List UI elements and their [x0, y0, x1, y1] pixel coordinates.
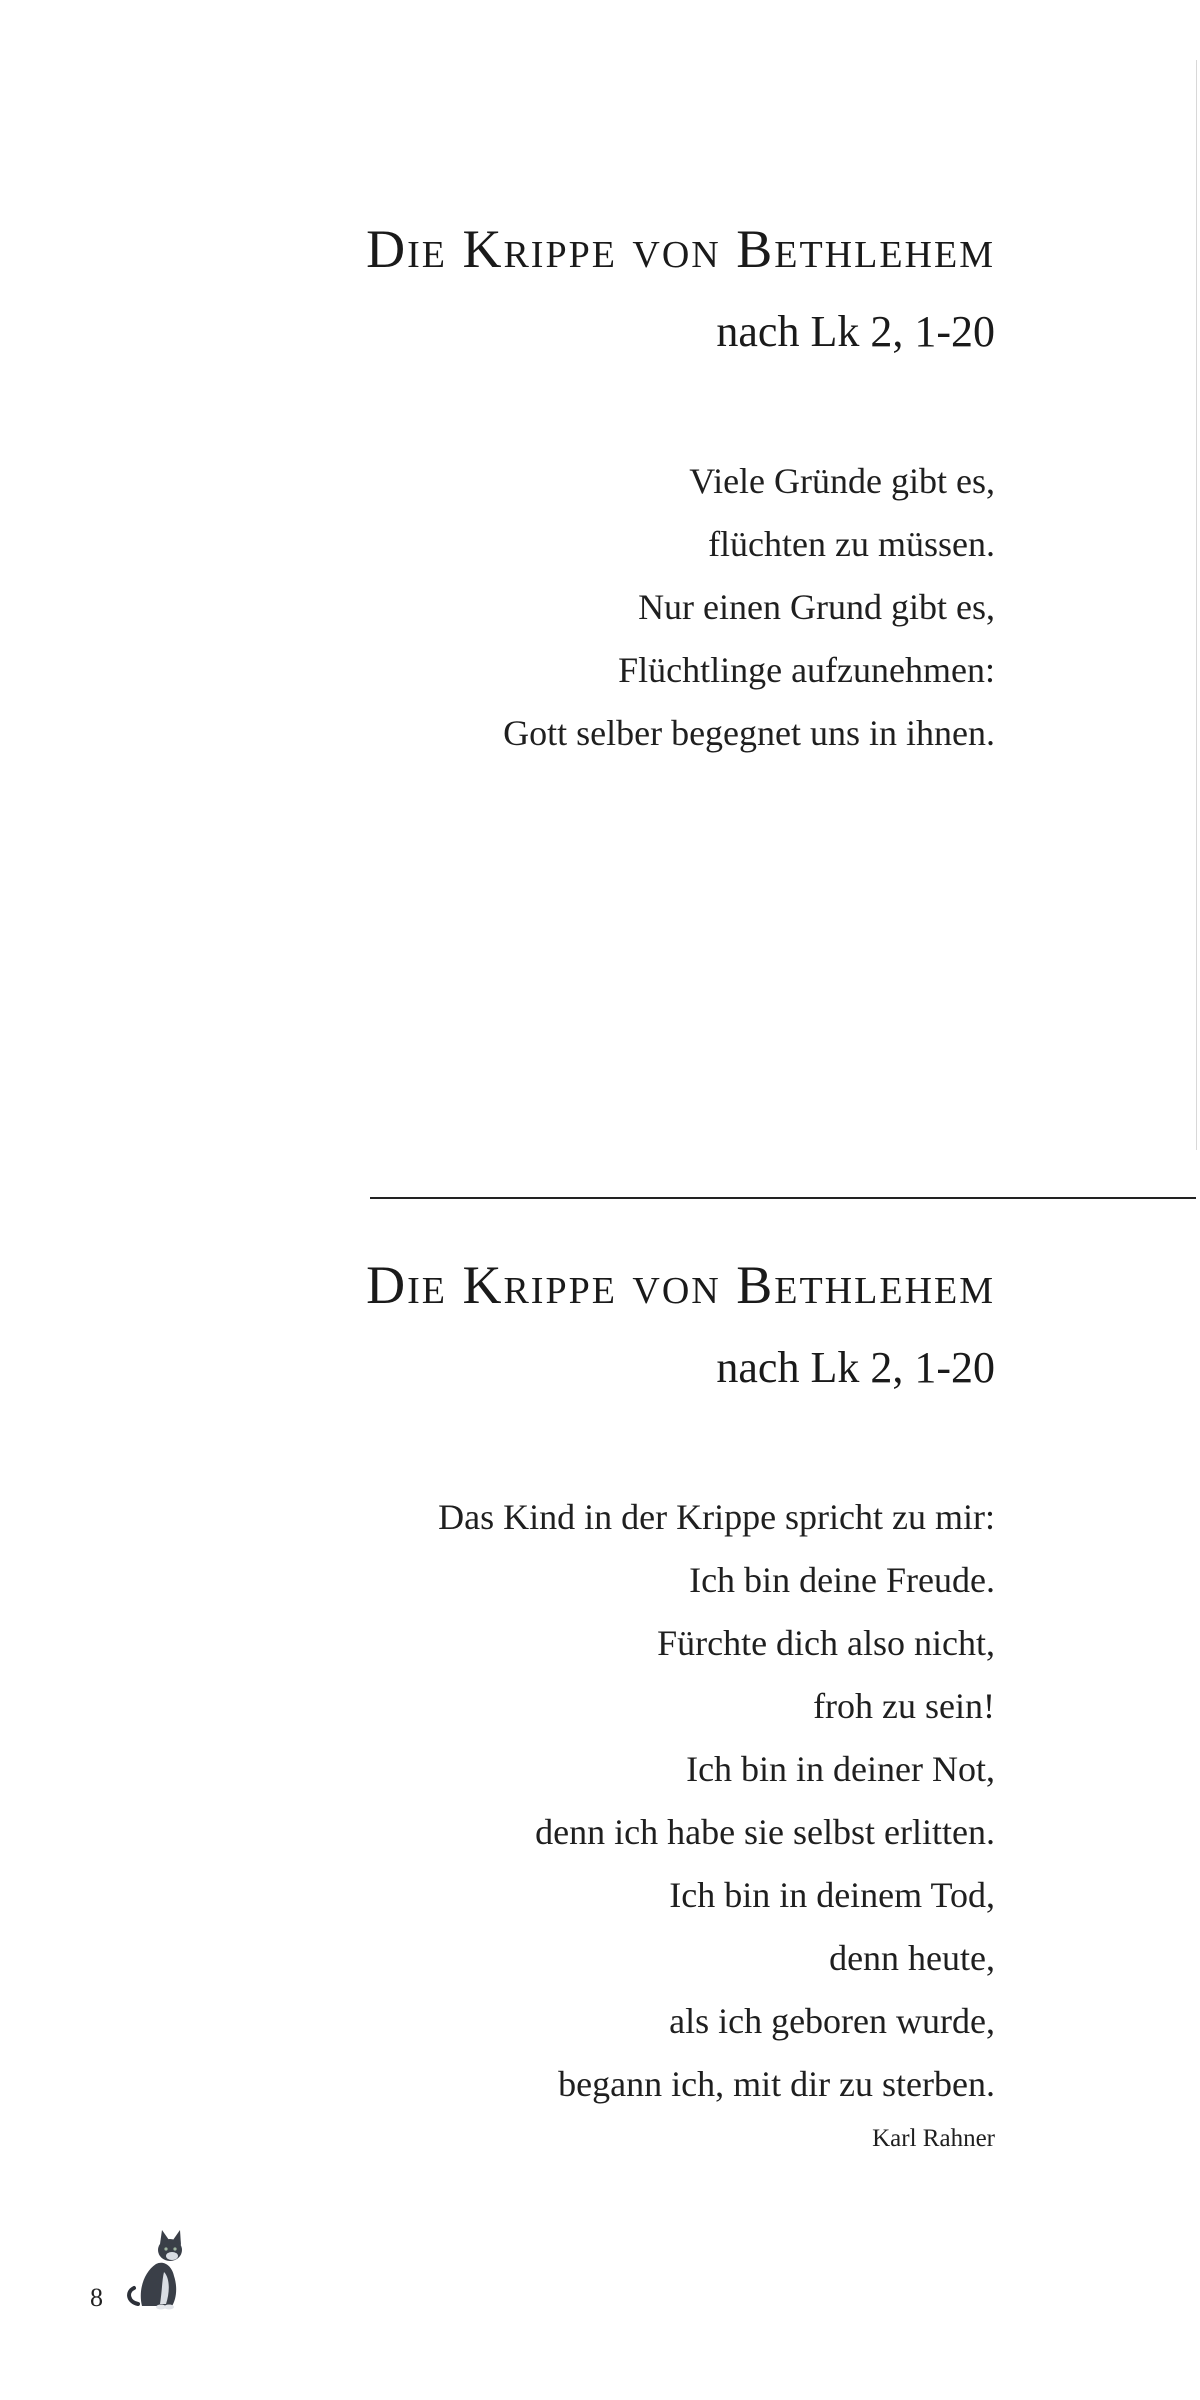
- poem-line: denn ich habe sie selbst erlitten.: [535, 1812, 995, 1852]
- page-edge-line: [1196, 60, 1197, 1150]
- section-2-title: Die Krippe von Bethlehem: [366, 1255, 995, 1315]
- cat-icon: [124, 2228, 192, 2310]
- poem-author: Karl Rahner: [872, 2125, 995, 2152]
- poem-section-2: [366, 1255, 995, 2152]
- poem-line: Das Kind in der Krippe spricht zu mir:: [438, 1497, 995, 1537]
- section-divider: [370, 1197, 1196, 1199]
- poem-line: als ich geboren wurde,: [669, 2001, 995, 2041]
- poem-line: Ich bin deine Freude.: [689, 1560, 995, 1600]
- poem-line: begann ich, mit dir zu sterben.: [558, 2064, 995, 2104]
- poem-line: Nur einen Grund gibt es,: [638, 587, 995, 627]
- poem-line: Fürchte dich also nicht,: [657, 1623, 995, 1663]
- section-1-title: Die Krippe von Bethlehem: [366, 219, 995, 279]
- poem-line: Ich bin in deiner Not,: [686, 1749, 995, 1789]
- poem-line: flüchten zu müssen.: [708, 524, 995, 564]
- section-1-subtitle: nach Lk 2, 1-20: [716, 307, 995, 356]
- poem-line: Gott selber begegnet uns in ihnen.: [503, 713, 995, 753]
- poem-line: Flüchtlinge aufzunehmen:: [618, 650, 995, 690]
- poem-line: froh zu sein!: [813, 1686, 995, 1726]
- page-number: 8: [90, 2283, 103, 2312]
- poem-line: Viele Gründe gibt es,: [689, 461, 995, 501]
- poem-section-1: [366, 219, 995, 765]
- section-2-poem: [366, 1486, 995, 2116]
- section-1-poem: [366, 450, 995, 765]
- section-2-subtitle: nach Lk 2, 1-20: [716, 1343, 995, 1392]
- poem-line: Ich bin in deinem Tod,: [669, 1875, 995, 1915]
- poem-line: denn heute,: [829, 1938, 995, 1978]
